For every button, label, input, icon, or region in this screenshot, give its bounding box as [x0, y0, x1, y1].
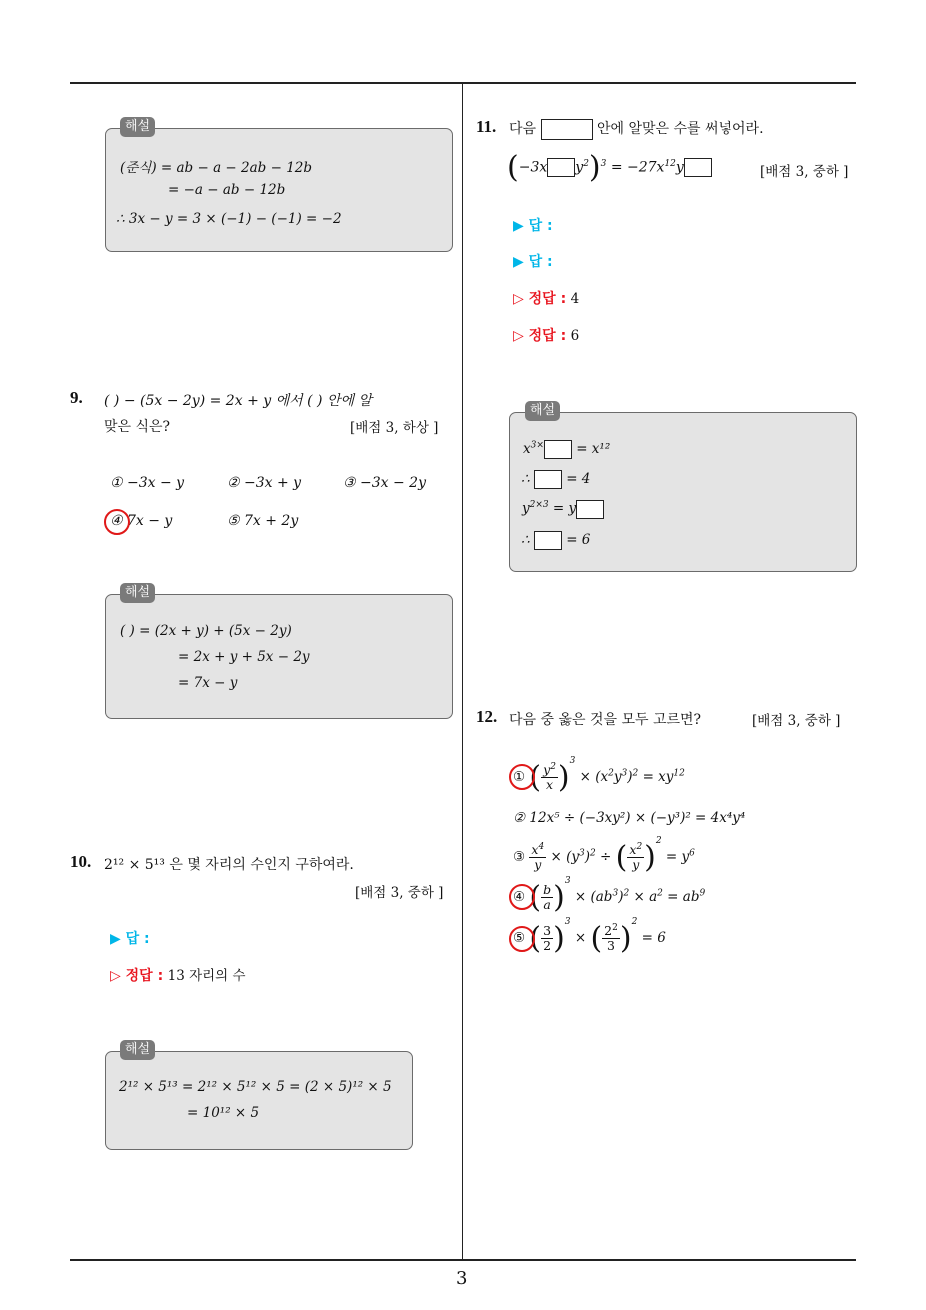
question-number: 10.: [70, 852, 92, 871]
correct-answer-value: 4: [570, 291, 580, 307]
solution-line: ( ) = (2x + y) + (5x − 2y): [120, 623, 292, 639]
page-number: 3: [456, 1268, 468, 1289]
solution-line: ∴ = 4: [521, 471, 591, 487]
solution-line: = 2x + y + 5x − 2y: [178, 649, 310, 665]
correct-answer-row: [110, 964, 246, 985]
solution-line: = 7x − y: [178, 675, 238, 691]
answer-blank: [576, 500, 604, 519]
choice-3[interactable]: ③ $\frac{x^4}{y}$ × $(y^3)^2$ ÷ ( $\frac{x^2}{y}$ )$^2 = y^6$: [513, 836, 695, 875]
solution-tag: 해설: [120, 1040, 155, 1060]
answer-field-label[interactable]: ▶ 답 :: [513, 254, 553, 270]
correct-answer-value: 6: [570, 328, 580, 344]
solution-line: (준식) = ab − a − 2ab − 12b: [120, 160, 313, 176]
points-label: [배점 3, 중하 ]: [355, 885, 444, 901]
correct-answer-label: ▷ 정답 :: [513, 328, 567, 344]
correct-answer-label: ▷ 정답 :: [513, 291, 567, 307]
choice-5[interactable]: ⑤ 7x + 2y: [227, 513, 299, 529]
bottom-rule: [70, 1259, 856, 1261]
correct-answer-row: [513, 288, 579, 308]
answer-field-label[interactable]: ▶ 답 :: [513, 218, 553, 234]
question-text: 다음 중 옳은 것을 모두 고르면?: [509, 712, 702, 728]
correct-mark-icon: [509, 926, 535, 952]
choice-1[interactable]: ① ( $\frac{y^2}{x}$ )$^3 \times (x^2y^3)^2 = xy^{12}$: [513, 756, 685, 795]
question-number: 9.: [70, 388, 83, 407]
solution-tag: 해설: [120, 117, 155, 137]
answer-field-label[interactable]: ▶ 답 :: [110, 931, 150, 947]
solution-line: ∴ 3x − y = 3 × (−1) − (−1) = −2: [116, 211, 342, 227]
choice-4[interactable]: ④ ( $\frac{b}{a}$ )$^3 \times (ab^3)^2 \times a^2 = ab^9$: [513, 876, 706, 915]
solution-tag: 해설: [120, 583, 155, 603]
solution-tag: 해설: [525, 401, 560, 421]
question-text: [509, 118, 764, 140]
solution-line: ∴ = 6: [521, 532, 591, 548]
choice-1[interactable]: ① −3x − y: [110, 475, 185, 491]
correct-answer-row: [513, 325, 579, 345]
choice-4[interactable]: ④ 7x − y: [110, 513, 173, 529]
solution-line: 2¹² × 5¹³ = 2¹² × 5¹² × 5 = (2 × 5)¹² × 5: [119, 1079, 392, 1095]
correct-answer-label: ▷ 정답 :: [110, 968, 164, 984]
question-text: 2¹² × 5¹³ 은 몇 자리의 수인지 구하여라.: [104, 857, 354, 873]
answer-blank: [541, 119, 593, 140]
question-text: ( ) − (5x − 2y) = 2x + y 에서 ( ) 안에 알: [104, 393, 372, 409]
correct-mark-icon: [104, 509, 130, 535]
column-divider: [462, 82, 463, 1260]
answer-blank: [684, 158, 712, 177]
solution-line: $y^{2\times 3} = y$: [522, 500, 604, 519]
question-text-pre: 다음: [509, 121, 537, 137]
choice-5[interactable]: ⑤ ( $\frac{3}{2}$ )$^3$ × ( $\frac{2^2}{3}$ )$^2$ = 6: [513, 917, 666, 956]
question-number: 12.: [476, 707, 498, 726]
points-label: [배점 3, 하상 ]: [350, 420, 439, 436]
correct-mark-icon: [509, 764, 535, 790]
choice-3[interactable]: ③ −3x − 2y: [343, 475, 426, 491]
solution-line: = 10¹² × 5: [187, 1105, 260, 1121]
question-text-post: 안에 알맞은 수를 써넣어라.: [596, 121, 764, 137]
correct-mark-icon: [509, 884, 535, 910]
points-label: [배점 3, 중하 ]: [752, 713, 841, 729]
solution-box-q10: [105, 1051, 413, 1150]
answer-blank: [534, 470, 562, 489]
correct-answer-value: 13 자리의 수: [167, 968, 246, 984]
answer-blank: [544, 440, 572, 459]
question-text: 맞은 식은?: [104, 419, 171, 435]
answer-blank: [534, 531, 562, 550]
solution-line: $x^{3\times} = x^{12}$: [523, 440, 611, 457]
question-number: 11.: [476, 117, 497, 136]
solution-line: = −a − ab − 12b: [168, 182, 286, 198]
choice-2[interactable]: ② −3x + y: [227, 475, 302, 491]
choice-2[interactable]: ② 12x⁵ ÷ (−3xy²) × (−y³)² = 4x⁴y⁴: [513, 810, 746, 826]
points-label: [배점 3, 중하 ]: [760, 164, 849, 180]
answer-blank: [547, 158, 575, 177]
question-equation: (−3x $y^2)^3 = -27x^{12}y$: [507, 150, 712, 185]
